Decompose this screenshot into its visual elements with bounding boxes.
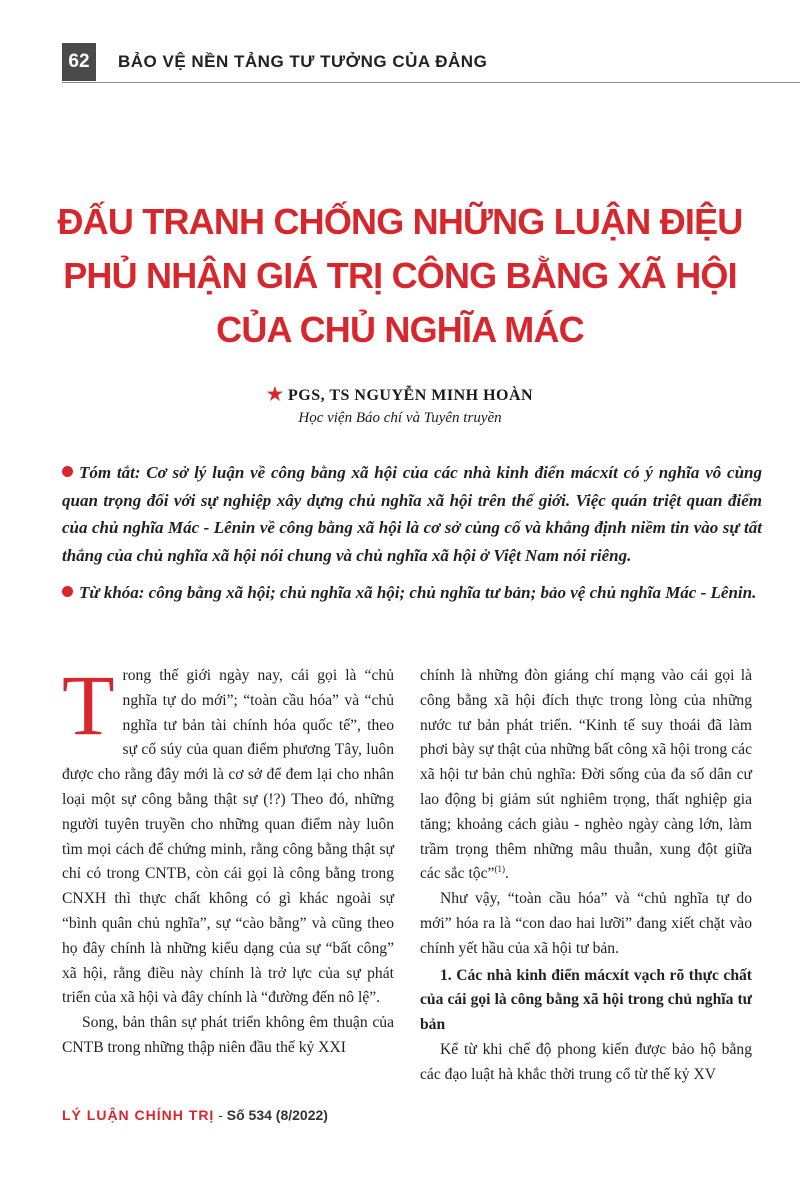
issue-number: Số 534 (8/2022)	[226, 1107, 328, 1123]
article-title	[0, 195, 800, 357]
page-number: 62	[62, 43, 96, 81]
keywords-text: Từ khóa: công bằng xã hội; chủ nghĩa xã hội; chủ nghĩa tư bản; bảo vệ chủ nghĩa Mác - Lênin.	[79, 583, 757, 602]
header-divider	[62, 82, 800, 83]
keywords-paragraph	[62, 579, 762, 607]
body-paragraph: Như vậy, “toàn cầu hóa” và “chủ nghĩa tự do mới” hóa ra là “con dao hai lưỡi” đang xiết chặt vào chính yết hầu của xã hội tư bản.	[420, 890, 752, 957]
bullet-icon	[62, 586, 73, 597]
body-paragraph: Kể từ khi chế độ phong kiến được bảo hộ bằng các đạo luật hà khắc thời trung cổ từ thế kỷ XV	[420, 1040, 752, 1083]
abstract-block	[62, 459, 762, 607]
bullet-icon	[62, 466, 73, 477]
author-name: PGS, TS NGUYỄN MINH HOÀN	[288, 387, 534, 404]
drop-cap: T	[62, 657, 115, 753]
author-line	[0, 384, 800, 405]
body-paragraph: Song, bản thân sự phát triển không êm thuận của CNTB trong những thập niên đầu thế kỷ XXI	[62, 1014, 394, 1056]
abstract-text: Tóm tắt: Cơ sở lý luận về công bằng xã hội của các nhà kinh điển mácxít có ý nghĩa vô cùng quan trọng đối với sự nghiệp xây dựng chủ nghĩa xã hội trên thế giới. Việc quán triệt quan điểm của chủ nghĩa Mác - Lênin về công bằng xã hội là cơ sở củng cố và khẳng định niềm tin vào sự tất thắng của chủ nghĩa xã hội nói chung và chủ nghĩa xã hội ở Việt Nam nói riêng.	[62, 463, 762, 565]
paragraph-text: chính là những đòn giáng chí mạng vào cái gọi là công bằng xã hội đích thực trong lòng của những nước tư bản phát triển. “Kinh tế suy thoái đã làm phơi bày sự thật của những bất công xã hội trong các xã hội tư bản chủ nghĩa: Đời sống của đa số dân cư lao động bị giảm sút nghiêm trọng, thất nghiệp gia tăng; khoảng cách giàu - nghèo ngày càng lớn, làm trầm trọng thêm những mâu thuẫn, xung đột giữa các sắc tộc”	[420, 667, 752, 883]
page-header	[62, 42, 800, 82]
page-footer	[62, 1107, 328, 1123]
star-icon: ★	[266, 384, 284, 404]
title-line: PHỦ NHẬN GIÁ TRỊ CÔNG BẰNG XÃ HỘI	[63, 255, 737, 296]
body-column-right	[420, 664, 752, 1088]
section-heading: 1. Các nhà kinh điển mácxít vạch rõ thực chất của cái gọi là công bằng xã hội trong chủ nghĩa tư bản	[420, 966, 752, 1034]
body-paragraph	[62, 657, 394, 1011]
journal-name: LÝ LUẬN CHÍNH TRỊ	[62, 1107, 215, 1123]
footnote-ref[interactable]: (1)	[494, 864, 505, 875]
section-title: BẢO VỆ NỀN TẢNG TƯ TƯỞNG CỦA ĐẢNG	[118, 52, 488, 71]
title-line: CỦA CHỦ NGHĨA MÁC	[216, 309, 584, 350]
author-affiliation: Học viện Báo chí và Tuyên truyền	[298, 410, 502, 426]
body-paragraph	[420, 664, 752, 887]
paragraph-end: .	[504, 865, 509, 883]
title-line: ĐẤU TRANH CHỐNG NHỮNG LUẬN ĐIỆU	[57, 201, 743, 242]
body-column-left	[62, 657, 394, 1061]
footer-separator: -	[214, 1107, 227, 1123]
abstract-paragraph	[62, 459, 762, 569]
paragraph-text: rong thế giới ngày nay, cái gọi là “chủ nghĩa tự do mới”; “toàn cầu hóa” và “chủ nghĩa tư bản tài chính hóa quốc tế”, theo sự cổ súy của quan điểm phương Tây, luôn được cho rằng đây mới là cơ sở để đem lại cho nhân loại một sự công bằng thật sự (!?) Theo đó, những người tuyên truyền cho những quan điểm này luôn tìm mọi cách để chứng minh, rằng công bằng thật sự chỉ có trong CNTB, còn cái gọi là công bằng trong CNXH thì thực chất không có gì khác ngoài sự “bình quân chủ nghĩa”, sự “cào bằng” và cũng theo họ đây chính là những kiểu dạng của sự “bất công” xã hội, rằng điều này chính là trở lực của sự phát triển của xã hội và đây chính là “đường đến nô lệ”.	[62, 667, 394, 1007]
